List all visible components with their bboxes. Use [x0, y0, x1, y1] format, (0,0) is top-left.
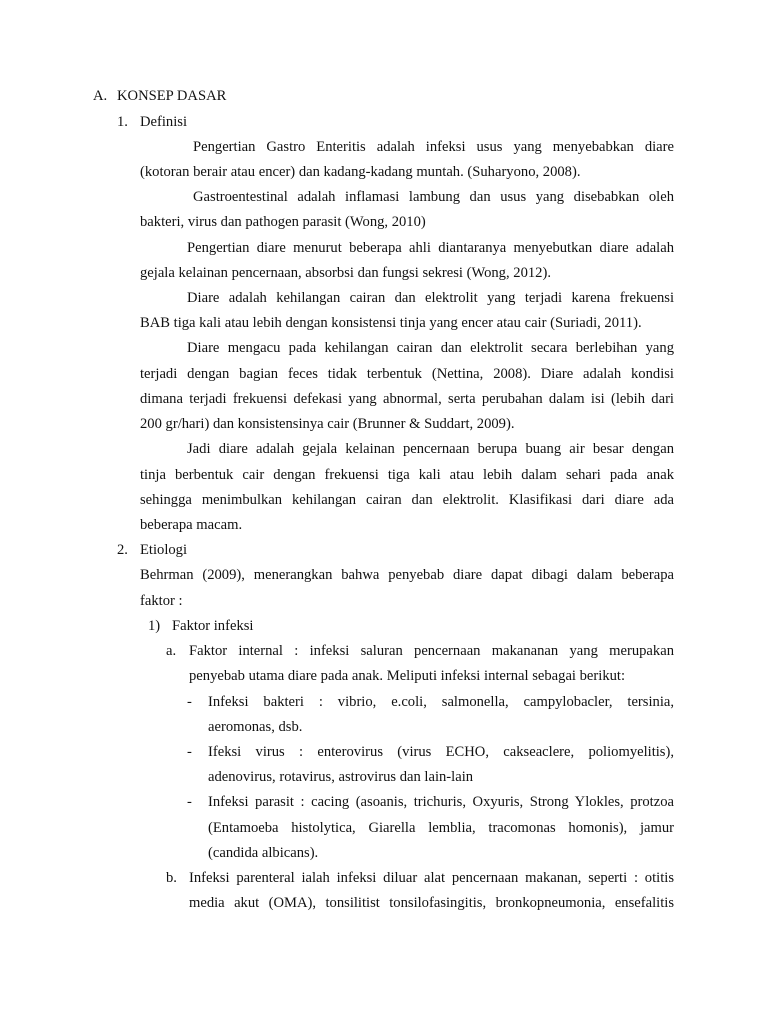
etiologi-heading: Etiologi: [140, 542, 188, 558]
definisi-p6-line-2: tinja berbentuk cair dengan frekuensi tiga kali atau lebih dalam sehari pada anak: [140, 467, 674, 483]
definisi-p5-line-2: terjadi dengan bagian feces tidak terbentuk (Nettina, 2008). Diare adalah kondisi: [140, 366, 674, 382]
bullet-3-line-1: Infeksi parasit : cacing (asoanis, trichuris, Oxyuris, Strong Ylokles, protzoa: [208, 794, 674, 810]
section-marker: A.: [93, 88, 108, 104]
item-b-marker: b.: [166, 870, 177, 886]
definisi-heading: Definisi: [140, 114, 188, 130]
sub1-title: Faktor infeksi: [172, 618, 254, 634]
definisi-p1-line-1: Pengertian Gastro Enteritis adalah infeksi usus yang menyebabkan diare: [193, 139, 674, 155]
section-title: KONSEP DASAR: [117, 88, 227, 104]
bullet-2-line-2: adenovirus, rotavirus, astrovirus dan lain-lain: [208, 769, 474, 785]
definisi-p2-line-2: bakteri, virus dan pathogen parasit (Wong, 2010): [140, 214, 426, 230]
item-a-line-2: penyebab utama diare pada anak. Meliputi infeksi internal sebagai berikut:: [189, 668, 626, 684]
etiologi-intro-line-1: Behrman (2009), menerangkan bahwa penyebab diare dapat dibagi dalam beberapa: [140, 567, 674, 583]
definisi-number: 1.: [117, 114, 128, 130]
definisi-p4-line-2: BAB tiga kali atau lebih dengan konsistensi tinja yang encer atau cair (Suriadi, 2011).: [140, 315, 642, 331]
item-a-marker: a.: [166, 643, 177, 659]
etiologi-intro-line-2: faktor :: [140, 593, 183, 609]
definisi-p4-line-1: Diare adalah kehilangan cairan dan elektrolit yang terjadi karena frekuensi: [187, 290, 674, 306]
definisi-p5-line-3: dimana terjadi frekuensi defekasi yang abnormal, serta perubahan dalam isi (lebih dari: [140, 391, 674, 407]
definisi-p6-line-1: Jadi diare adalah gejala kelainan pencernaan berupa buang air besar dengan: [187, 441, 674, 457]
bullet-3-marker: -: [187, 794, 192, 810]
definisi-p3-line-2: gejala kelainan pencernaan, absorbsi dan fungsi sekresi (Wong, 2012).: [140, 265, 551, 281]
bullet-2-marker: -: [187, 744, 192, 760]
bullet-1-line-2: aeromonas, dsb.: [208, 719, 303, 735]
definisi-p6-line-4: beberapa macam.: [140, 517, 243, 533]
bullet-3-line-2: (Entamoeba histolytica, Giarella lemblia, tracomonas homonis), jamur: [208, 820, 674, 836]
definisi-p5-line-4: 200 gr/hari) dan konsistensinya cair (Brunner & Suddart, 2009).: [140, 416, 515, 432]
bullet-1-line-1: Infeksi bakteri : vibrio, e.coli, salmonella, campylobacler, tersinia,: [208, 694, 674, 710]
definisi-p5-line-1: Diare mengacu pada kehilangan cairan dan elektrolit secara berlebihan yang: [187, 340, 674, 356]
definisi-p3-line-1: Pengertian diare menurut beberapa ahli diantaranya menyebutkan diare adalah: [187, 240, 674, 256]
item-b-line-2: media akut (OMA), tonsilitist tonsilofasingitis, bronkopneumonia, ensefalitis: [189, 895, 674, 911]
item-b-line-1: Infeksi parenteral ialah infeksi diluar alat pencernaan makanan, seperti : otitis: [189, 870, 674, 886]
definisi-p1-line-2: (kotoran berair atau encer) dan kadang-kadang muntah. (Suharyono, 2008).: [140, 164, 581, 180]
bullet-1-marker: -: [187, 694, 192, 710]
sub1-marker: 1): [148, 618, 161, 634]
bullet-3-line-3: (candida albicans).: [208, 845, 319, 861]
bullet-2-line-1: Ifeksi virus : enterovirus (virus ECHO, cakseaclere, poliomyelitis),: [208, 744, 674, 760]
item-a-line-1: Faktor internal : infeksi saluran pencernaan makananan yang merupakan: [189, 643, 674, 659]
definisi-p6-line-3: sehingga menimbulkan kehilangan cairan dan elektrolit. Klasifikasi dari diare ada: [140, 492, 674, 508]
etiologi-number: 2.: [117, 542, 128, 558]
definisi-p2-line-1: Gastroentestinal adalah inflamasi lambung dan usus yang disebabkan oleh: [193, 189, 674, 205]
